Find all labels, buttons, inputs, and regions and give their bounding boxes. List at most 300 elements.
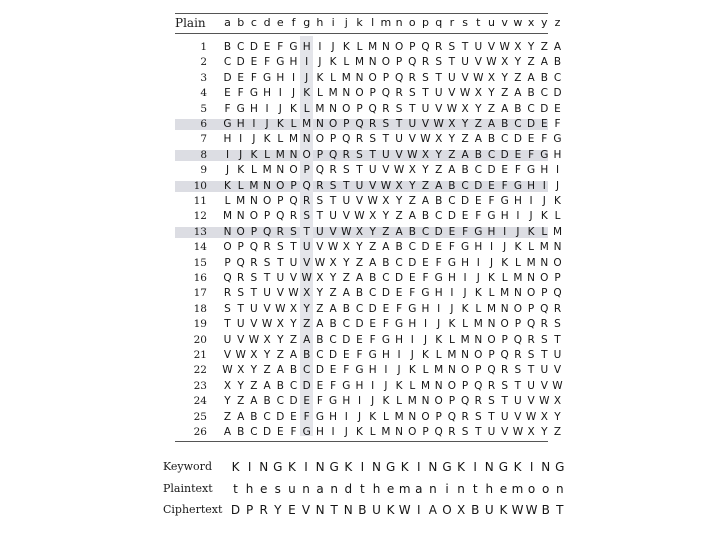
tableau-cell: H <box>289 56 298 69</box>
header-label: Plain <box>175 16 206 30</box>
tableau-cell: F <box>501 179 508 192</box>
tableau-cell: Y <box>303 302 310 315</box>
tableau-cell: X <box>448 118 456 130</box>
tableau-cell: X <box>435 133 443 146</box>
plaintext-letter: d <box>344 482 353 496</box>
tableau-cell: X <box>342 241 350 254</box>
tableau-cell: E <box>263 41 271 53</box>
tableau-cell: V <box>276 287 284 300</box>
tableau-cell: T <box>514 379 522 392</box>
tableau-cell: N <box>500 302 509 315</box>
tableau-cell: S <box>342 164 350 177</box>
tableau-cell: A <box>223 426 232 438</box>
tableau-cell: S <box>527 349 535 361</box>
tableau-cell: H <box>500 210 509 223</box>
tableau-cell: H <box>487 225 496 238</box>
tableau-cell: U <box>540 364 549 377</box>
tableau-cell: V <box>553 364 562 377</box>
tableau-cell: O <box>223 241 232 254</box>
tableau-cell: O <box>487 333 496 346</box>
tableau-cell: F <box>541 133 548 146</box>
tableau-cell: S <box>356 148 363 161</box>
tableau-cell: C <box>237 41 245 53</box>
keyword-letter: N <box>259 460 269 474</box>
tableau-cell: C <box>289 379 298 392</box>
plaintext-letter: h <box>372 482 381 496</box>
tableau-cell: J <box>265 118 269 130</box>
tableau-cell: H <box>315 426 324 438</box>
tableau-cell: J <box>371 395 375 408</box>
tableau-cell: V <box>487 41 496 53</box>
tableau-cell: K <box>316 71 324 84</box>
tableau-cell: E <box>250 56 258 69</box>
ciphertext-letter: A <box>428 503 437 517</box>
tableau-cell: X <box>250 349 258 361</box>
tableau-cell: H <box>421 302 430 315</box>
tableau-cell: C <box>329 333 337 346</box>
keyword-letter: K <box>457 460 466 474</box>
ciphertext-letter: V <box>301 503 311 517</box>
tableau-cell: I <box>318 41 322 53</box>
tableau-cell: I <box>489 241 494 254</box>
tableau-cell: Z <box>408 195 416 207</box>
tableau-cell: L <box>528 241 535 254</box>
tableau-cell: L <box>224 195 231 207</box>
tableau-cell: E <box>488 179 495 192</box>
tableau-cell: Y <box>316 287 324 300</box>
tableau-cell: S <box>408 87 416 100</box>
tableau-cell: J <box>489 256 494 269</box>
tableau-cell: K <box>356 426 363 438</box>
tableau-cell: O <box>276 179 285 192</box>
tableau-cell: O <box>355 87 364 100</box>
tableau-cell: F <box>475 210 482 223</box>
tableau-cell: U <box>421 102 430 115</box>
row-number: 5 <box>200 102 207 115</box>
keyword-letter: N <box>541 460 551 474</box>
tableau-cell: U <box>474 41 483 53</box>
tableau-cell: Q <box>447 410 457 423</box>
tableau-cell: X <box>501 56 509 69</box>
plaintext-letter: m <box>511 482 524 496</box>
tableau-cell: V <box>263 302 271 315</box>
plain-letter: h <box>316 16 324 29</box>
tableau-cell: Q <box>368 102 377 115</box>
keyword-letter: K <box>344 460 353 474</box>
tableau-cell: B <box>316 333 324 346</box>
tableau-cell: N <box>342 87 351 100</box>
ciphertext-letter: W <box>511 503 524 517</box>
tableau-cell: Q <box>315 164 325 177</box>
row-number: 7 <box>200 133 207 146</box>
tableau-cell: T <box>303 225 310 238</box>
tableau-cell: P <box>224 256 231 269</box>
tableau-cell: F <box>250 71 257 84</box>
tableau-cell: D <box>447 210 456 223</box>
tableau-cell: M <box>473 318 483 331</box>
plain-letter: j <box>344 16 348 29</box>
ciphertext-letter: N <box>315 503 325 517</box>
tableau-cell: R <box>303 195 311 207</box>
tableau-cell: K <box>342 41 350 53</box>
tableau-cell: V <box>461 71 469 84</box>
tableau-cell: C <box>527 102 535 115</box>
tableau-cell: H <box>368 364 377 377</box>
tableau-cell: E <box>527 133 535 146</box>
tableau-cell: X <box>395 179 403 192</box>
tableau-cell: A <box>250 395 258 408</box>
tableau-cell: A <box>421 195 430 207</box>
tableau-cell: C <box>448 195 456 207</box>
row-number: 14 <box>193 241 207 254</box>
tableau-cell: K <box>408 364 416 377</box>
row-number: 23 <box>193 379 207 392</box>
plain-letter: b <box>237 16 245 29</box>
tableau-cell: V <box>355 195 364 207</box>
tableau-cell: U <box>223 333 232 346</box>
tableau-cell: F <box>448 241 455 254</box>
tableau-cell: G <box>421 287 430 300</box>
tableau-cell: F <box>330 379 337 392</box>
tableau-cell: T <box>343 179 350 192</box>
tableau-cell: V <box>435 102 443 115</box>
tableau-cell: G <box>487 210 496 223</box>
tableau-cell: S <box>290 225 297 238</box>
tableau-cell: M <box>302 118 312 130</box>
tableau-cell: Y <box>290 318 297 331</box>
row-number: 2 <box>200 56 207 69</box>
tableau-cell: J <box>305 71 309 84</box>
tableau-cell: D <box>355 318 364 331</box>
tableau-cell: F <box>435 256 442 269</box>
tableau-cell: O <box>447 379 457 392</box>
tableau-cell: B <box>553 56 562 69</box>
tableau-cell: R <box>223 287 232 300</box>
tableau-cell: B <box>527 87 535 100</box>
tableau-cell: G <box>302 426 311 438</box>
tableau-cell: N <box>553 241 562 254</box>
tableau-cell: P <box>395 56 403 69</box>
tableau-cell: O <box>249 210 259 223</box>
tableau-cell: T <box>461 41 469 53</box>
tableau-cell: Q <box>236 256 245 269</box>
tableau-cell: Q <box>328 148 338 161</box>
tableau-cell: J <box>225 164 230 177</box>
tableau-cell: Q <box>500 349 509 361</box>
ciphertext-letter: E <box>288 503 296 517</box>
tableau-cell: T <box>475 426 482 438</box>
tableau-cell: Z <box>369 241 377 254</box>
tableau-cell: C <box>382 272 390 284</box>
tableau-cell: C <box>342 318 350 331</box>
tableau-cell: W <box>235 349 246 361</box>
tableau-cell: P <box>541 287 548 300</box>
tableau-cell: P <box>448 395 456 408</box>
tableau-cell: Q <box>474 379 483 392</box>
ciphertext-letter: U <box>484 503 494 517</box>
tableau-cell: E <box>276 426 284 438</box>
tableau-cell: M <box>394 410 404 423</box>
tableau-cell: W <box>301 272 312 284</box>
tableau-cell: C <box>369 287 377 300</box>
tableau-cell: Y <box>329 272 337 284</box>
keyword-letter: G <box>329 460 339 474</box>
tableau-cell: R <box>263 241 271 254</box>
tableau-cell: S <box>554 318 561 331</box>
tableau-cell: W <box>393 164 405 177</box>
tableau-cell: Q <box>513 333 523 346</box>
tableau-cell: Q <box>302 179 311 192</box>
tableau-cell: L <box>277 133 284 146</box>
tableau-cell: U <box>487 426 496 438</box>
tableau-cell: H <box>513 195 522 207</box>
tableau-cell: N <box>421 395 430 408</box>
tableau-cell: V <box>501 426 509 438</box>
tableau-cell: N <box>236 210 245 223</box>
tableau-cell: F <box>462 225 469 238</box>
tableau-cell: T <box>316 210 324 223</box>
ciphertext-letter: I <box>417 503 421 517</box>
tableau-cell: J <box>516 225 520 238</box>
tableau-cell: R <box>382 102 390 115</box>
tableau-cell: R <box>474 395 482 408</box>
tableau-cell: B <box>540 71 548 84</box>
tableau-cell: O <box>408 426 417 438</box>
tableau-cell: Z <box>448 148 456 161</box>
tableau-cell: W <box>420 133 431 146</box>
plain-letter: d <box>263 16 271 29</box>
tableau-cell: I <box>331 426 335 438</box>
tableau-cell: B <box>382 256 390 269</box>
tableau-cell: D <box>500 148 509 161</box>
tableau-cell: Q <box>408 56 417 69</box>
table-rule-bottom <box>175 441 548 442</box>
tableau-cell: N <box>395 426 404 438</box>
tableau-cell: A <box>474 133 482 146</box>
tableau-cell: R <box>448 426 456 438</box>
tableau-cell: X <box>329 256 337 269</box>
tableau-cell: G <box>355 364 364 377</box>
tableau-cell: M <box>354 56 365 69</box>
tableau-cell: O <box>315 133 325 146</box>
tableau-cell: U <box>461 56 469 69</box>
tableau-cell: F <box>316 395 323 408</box>
tableau-cell: I <box>437 302 441 315</box>
tableau-cell: G <box>474 225 483 238</box>
tableau-cell: Q <box>394 71 404 84</box>
tableau-cell: I <box>225 148 230 161</box>
tableau-cell: E <box>329 364 337 377</box>
tableau-cell: O <box>526 287 536 300</box>
plain-letter: w <box>513 16 523 29</box>
row-number: 21 <box>193 349 207 361</box>
plain-letter: g <box>303 16 311 29</box>
plaintext-letter: e <box>259 482 268 496</box>
tableau-cell: F <box>554 118 561 130</box>
tableau-cell: L <box>541 225 548 238</box>
tableau-cell: I <box>344 410 348 423</box>
tableau-cell: P <box>290 179 297 192</box>
tableau-cell: D <box>434 225 443 238</box>
keyword-letter: G <box>273 460 283 474</box>
keyword-letter: I <box>247 460 252 474</box>
header-rule-top <box>175 13 548 14</box>
tableau-cell: F <box>514 164 521 177</box>
tableau-cell: N <box>408 410 417 423</box>
plaintext-letter: n <box>457 482 465 496</box>
tableau-cell: F <box>422 272 429 284</box>
tableau-cell: S <box>474 410 482 423</box>
tableau-cell: V <box>289 272 298 284</box>
tableau-cell: T <box>224 318 231 331</box>
tableau-cell: B <box>369 272 377 284</box>
tableau-cell: U <box>448 71 456 84</box>
tableau-cell: J <box>423 333 428 346</box>
tableau-cell: J <box>318 56 322 69</box>
tableau-cell: B <box>395 241 403 254</box>
tableau-cell: E <box>224 87 231 100</box>
tableau-cell: G <box>276 56 285 69</box>
tableau-cell: I <box>410 333 414 346</box>
tableau-cell: S <box>237 287 245 300</box>
tableau-cell: G <box>223 118 232 130</box>
tableau-cell: O <box>302 148 311 161</box>
tableau-cell: R <box>316 179 324 192</box>
tableau-cell: D <box>540 102 549 115</box>
tableau-cell: L <box>382 410 389 423</box>
row-number: 18 <box>193 302 207 315</box>
tableau-cell: Y <box>343 256 350 269</box>
plaintext-letter: h <box>245 482 254 496</box>
tableau-cell: Z <box>553 426 562 438</box>
tableau-cell: L <box>435 349 442 361</box>
tableau-cell: L <box>396 395 403 408</box>
tableau-cell: B <box>461 164 469 177</box>
tableau-cell: T <box>435 71 442 84</box>
tableau-cell: D <box>513 133 522 146</box>
tableau-cell: T <box>382 133 390 146</box>
tableau-cell: U <box>527 379 535 392</box>
ciphertext-letter: U <box>372 503 381 517</box>
tableau-cell: H <box>553 148 562 161</box>
plain-letter: f <box>291 16 296 29</box>
tableau-cell: J <box>357 410 362 423</box>
keyword-letter: K <box>231 460 240 474</box>
tableau-cell: I <box>265 102 269 115</box>
tableau-cell: U <box>434 87 443 100</box>
tableau-cell: D <box>263 426 272 438</box>
tableau-cell: R <box>540 318 548 331</box>
tableau-cell: M <box>328 87 338 100</box>
tableau-cell: T <box>448 56 456 69</box>
tableau-cell: F <box>488 195 495 207</box>
tableau-cell: G <box>540 148 549 161</box>
plaintext-letter: n <box>302 482 310 496</box>
tableau-cell: A <box>514 87 522 100</box>
tableau-cell: Q <box>223 272 232 284</box>
tableau-cell: H <box>236 118 245 130</box>
tableau-cell: W <box>367 195 378 207</box>
keyword-letter: G <box>555 460 565 474</box>
tableau-cell: V <box>527 395 535 408</box>
tableau-cell: C <box>540 87 548 100</box>
tableau-cell: C <box>316 349 324 361</box>
tableau-cell: L <box>316 87 323 100</box>
tableau-cell: Y <box>527 41 535 53</box>
tableau-cell: B <box>514 102 522 115</box>
ciphertext-letter: R <box>259 503 268 517</box>
keyword-letter: N <box>428 460 438 474</box>
tableau-cell: D <box>368 302 377 315</box>
tableau-cell: X <box>237 364 245 377</box>
tableau-cell: N <box>249 195 258 207</box>
tableau-cell: F <box>382 318 389 331</box>
tableau-cell: O <box>513 302 523 315</box>
tableau-cell: Q <box>434 426 443 438</box>
tableau-cell: T <box>527 364 535 377</box>
tableau-cell: U <box>289 256 298 269</box>
tableau-cell: L <box>514 256 521 269</box>
tableau-cell: V <box>250 318 258 331</box>
tableau-cell: I <box>529 195 533 207</box>
plaintext-letter: i <box>445 482 449 496</box>
tableau-cell: C <box>474 164 482 177</box>
plain-letter: o <box>408 16 416 29</box>
tableau-cell: X <box>369 210 377 223</box>
tableau-cell: I <box>278 87 282 100</box>
tableau-cell: X <box>487 71 496 84</box>
tableau-cell: V <box>223 349 232 361</box>
tableau-cell: N <box>223 225 232 238</box>
tableau-cell: L <box>462 318 469 331</box>
tableau-cell: P <box>277 195 284 207</box>
tableau-cell: H <box>447 272 456 284</box>
tableau-cell: F <box>264 56 271 69</box>
tableau-cell: Q <box>342 133 351 146</box>
ciphertext-letter: T <box>330 503 338 517</box>
ciphertext-letter: K <box>499 503 508 517</box>
tableau-cell: H <box>395 333 404 346</box>
tableau-cell: J <box>437 318 441 331</box>
tableau-cell: A <box>329 302 337 315</box>
tableau-cell: O <box>368 71 377 84</box>
tableau-cell: M <box>420 379 431 392</box>
tableau-cell: K <box>501 256 509 269</box>
plain-letter: z <box>554 16 561 29</box>
tableau-cell: L <box>356 41 363 53</box>
tableau-cell: S <box>316 195 324 207</box>
tableau-cell: H <box>223 133 232 146</box>
row-number: 16 <box>193 272 207 284</box>
tableau-cell: K <box>395 379 403 392</box>
tableau-cell: W <box>473 71 484 84</box>
tableau-cell: L <box>422 364 429 377</box>
tableau-cell: R <box>487 379 496 392</box>
plaintext-letter: a <box>415 482 423 496</box>
tableau-cell: Z <box>435 164 443 177</box>
tableau-cell: K <box>554 195 561 207</box>
tableau-cell: B <box>435 195 443 207</box>
tableau-cell: N <box>474 333 483 346</box>
row-number: 24 <box>193 395 207 408</box>
tableau-cell: G <box>395 318 404 331</box>
tableau-cell: Z <box>289 333 298 346</box>
plain-letter: y <box>541 16 548 29</box>
tableau-cell: C <box>501 133 509 146</box>
tableau-cell: U <box>500 410 509 423</box>
tableau-cell: C <box>250 426 258 438</box>
tableau-cell: N <box>513 287 522 300</box>
